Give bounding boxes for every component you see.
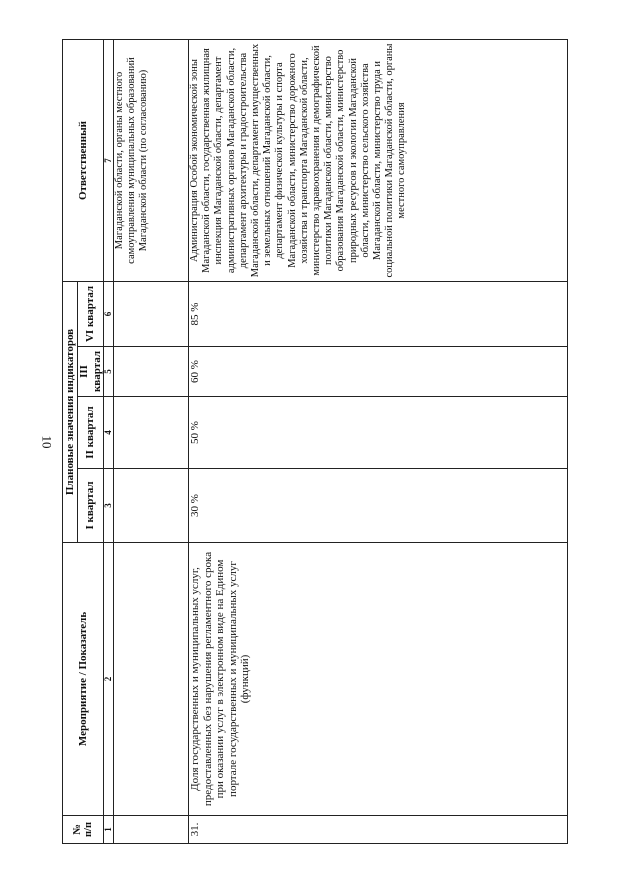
- header-responsible: Ответственный: [63, 40, 104, 282]
- index-cell: 5: [104, 347, 114, 397]
- header-measure: Мероприятие / Показатель: [63, 543, 104, 816]
- index-cell: 3: [104, 469, 114, 543]
- page-number: 10: [39, 435, 55, 449]
- row-q4: [114, 282, 189, 347]
- row-num: [114, 816, 189, 844]
- row-q2: 50 %: [189, 397, 568, 469]
- column-index-row: [104, 40, 114, 844]
- header-q1: I квартал: [78, 469, 104, 543]
- row-q3: [114, 347, 189, 397]
- index-cell: 1: [104, 816, 114, 844]
- index-cell: 4: [104, 397, 114, 469]
- index-cell: 2: [104, 543, 114, 816]
- row-q1: [114, 469, 189, 543]
- header-q3: III квартал: [78, 347, 104, 397]
- rotated-table-container: [62, 40, 568, 844]
- header-q4: VI квартал: [78, 282, 104, 347]
- row-q2: [114, 397, 189, 469]
- header-q2: II квартал: [78, 397, 104, 469]
- row-responsible: Администрация Особой экономической зоны Магаданской области, государственная жилищная инспекция Магаданской области, департамент административных органов Магаданской области, департамент архитектуры и градостроительства Магаданской области, департамент имущественных и земельных отношений Магаданской области, департамент физической культуры и спорта Магаданской области, министерство дорожного хозяйства и транспорта Магаданской области, министерство здравоохранения и демографической политики Магаданской области, министерство образования Магаданской области, министерство природных ресурсов и экологии Магаданской области, министерство сельского хозяйства Магаданской области, министерство труда и социальной политики Магаданской области, органы местного самоуправления: [189, 40, 568, 282]
- table-row: [189, 40, 568, 844]
- row-measure: Доля государственных и муниципальных услуг, предоставленных без нарушения регламентного срока при оказании услуг в электронном виде на Едином портале государственных и муниципальных услуг (функций): [189, 543, 568, 816]
- header-num: № п/п: [63, 816, 104, 844]
- row-responsible: Магаданской области, органы местного самоуправления муниципальных образований Магаданской области (по согласованию): [114, 40, 189, 282]
- indicators-table: [62, 39, 568, 844]
- index-cell: 6: [104, 282, 114, 347]
- row-q4: 85 %: [189, 282, 568, 347]
- header-planned-values: Плановые значения индикаторов: [63, 282, 78, 543]
- row-q1: 30 %: [189, 469, 568, 543]
- index-cell: 7: [104, 40, 114, 282]
- row-num: 31.: [189, 816, 568, 844]
- table-row: [114, 40, 189, 844]
- row-measure: [114, 543, 189, 816]
- row-q3: 60 %: [189, 347, 568, 397]
